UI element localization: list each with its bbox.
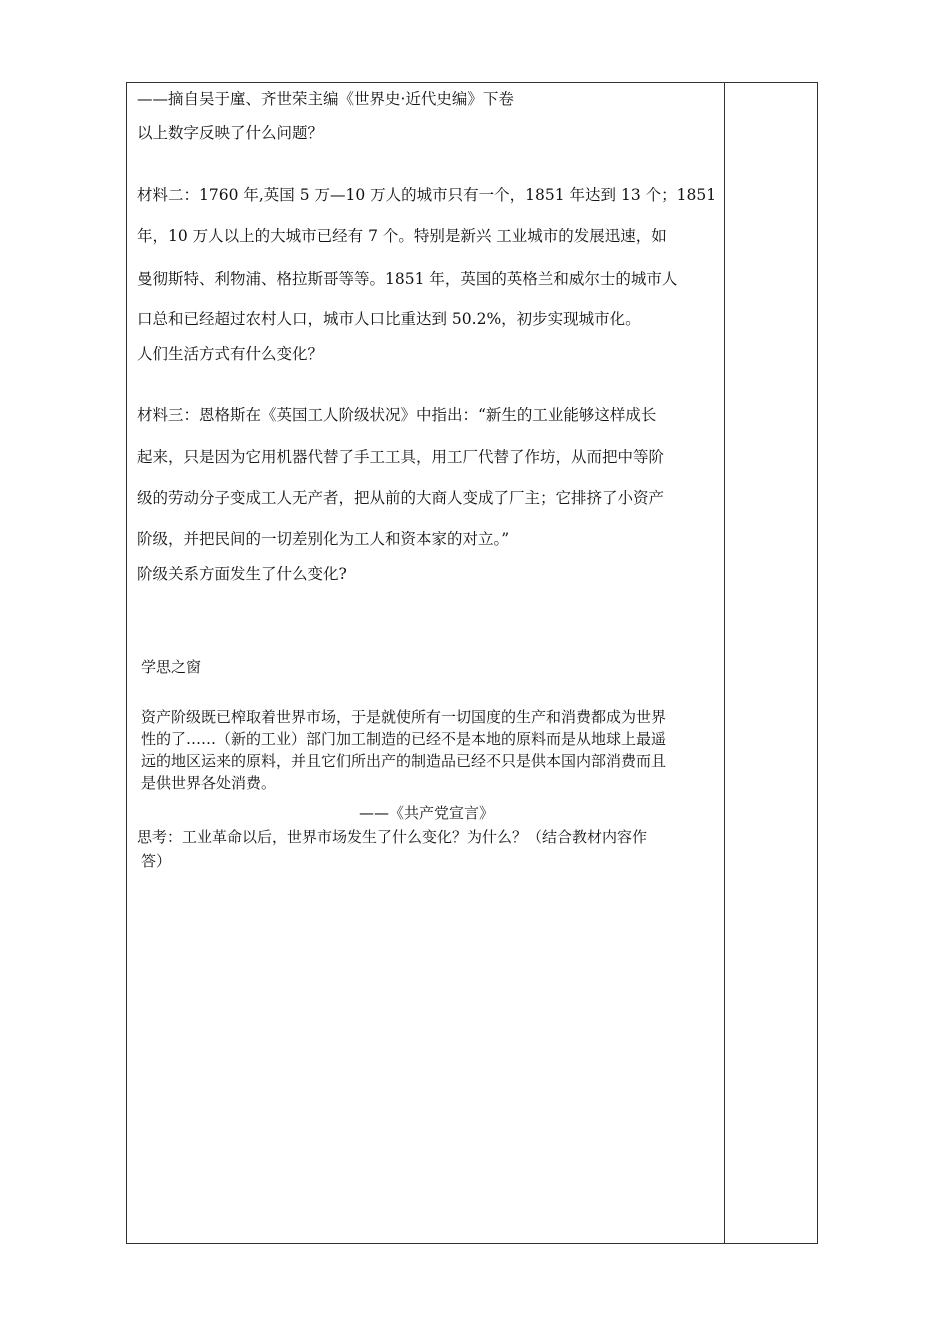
material-2-line-4: 口总和已经超过农村人口，城市人口比重达到 50.2%，初步实现城市化。 [137,310,641,328]
window-title: 学思之窗 [141,658,202,676]
question-numbers: 以上数字反映了什么问题？ [137,124,324,142]
material-3-line-3: 级的劳动分子变成工人无产者，把从前的大商人变成了厂主；它排挤了小资产 [137,489,665,507]
material-2-line-2: 年，10 万人以上的大城市已经有 7 个。特别是新兴 工业城市的发展迅速，如 [137,227,667,245]
window-quote-line-3: 远的地区运来的原料，并且它们所出产的制造品已经不只是供本国内部消费而且 [141,752,667,770]
question-lifestyle: 人们生活方式有什么变化？ [137,345,324,363]
window-quote-line-2: 性的了……（新的工业）部门加工制造的已经不是本地的原料而是从地球上最遥 [141,730,667,748]
source-line: ——摘自吴于廑、齐世荣主编《世界史·近代史编》下卷 [137,90,514,108]
main-cell [127,83,724,1243]
material-3-line-1: 材料三：恩格斯在《英国工人阶级状况》中指出：“新生的工业能够这样成长 [137,406,657,424]
document-table [126,82,818,1244]
window-quote-line-4: 是供世界各处消费。 [141,774,277,792]
window-think-line-1: 思考：工业革命以后，世界市场发生了什么变化？为什么？（结合教材内容作 [137,828,648,846]
material-2-line-1: 材料二：1760 年,英国 5 万—10 万人的城市只有一个，1851 年达到 13 个；1851 [137,186,717,204]
window-attribution: ——《共产党宣言》 [359,804,495,822]
column-divider [724,83,725,1243]
window-think-line-2: 答） [141,852,172,870]
material-3-line-2: 起来，只是因为它用机器代替了手工工具，用工厂代替了作坊，从而把中等阶 [137,448,665,466]
material-2-line-3: 曼彻斯特、利物浦、格拉斯哥等等。1851 年，英国的英格兰和威尔士的城市人 [137,270,678,288]
material-3-line-4: 阶级，并把民间的一切差别化为工人和资本家的对立。” [137,530,510,548]
window-quote-line-1: 资产阶级既已榨取着世界市场，于是就使所有一切国度的生产和消费都成为世界 [141,708,667,726]
question-class-relations: 阶级关系方面发生了什么变化? [137,565,347,583]
